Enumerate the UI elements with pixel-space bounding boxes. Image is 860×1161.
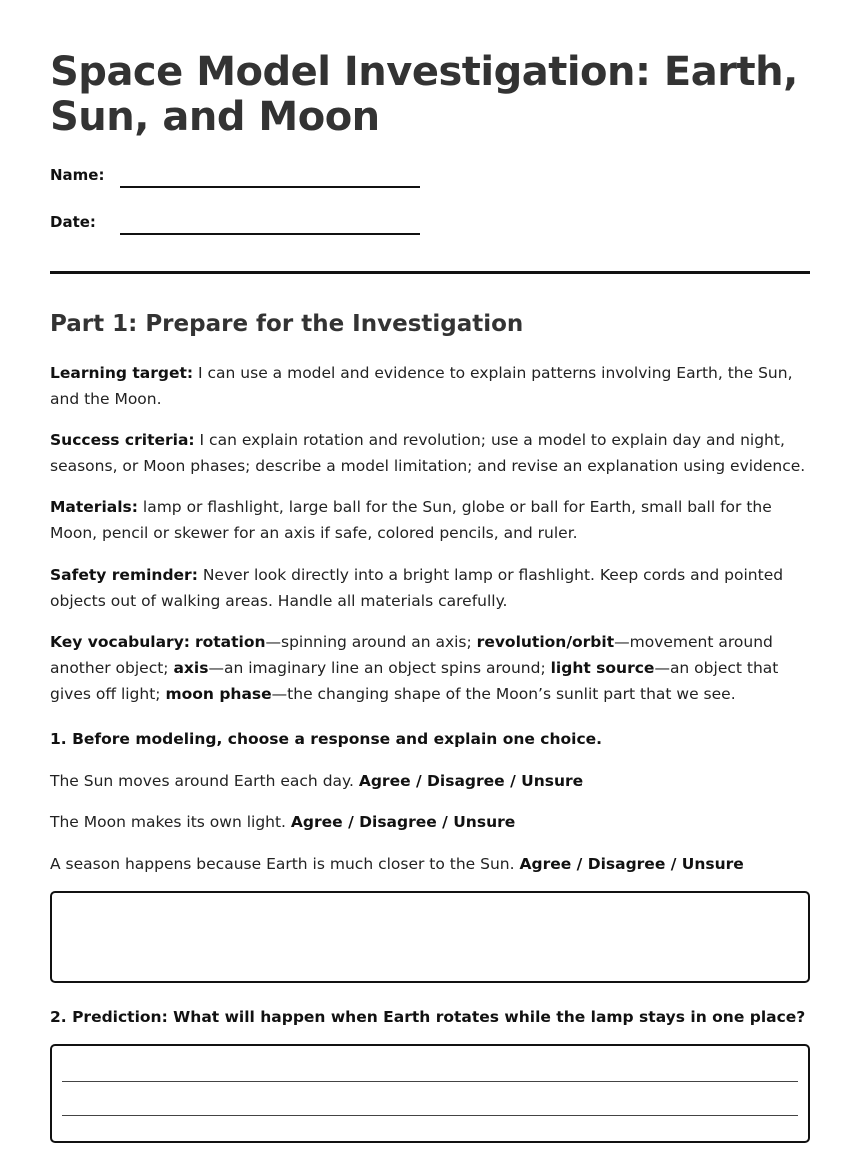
- vocab-definition: —an object that gives off light;: [50, 659, 779, 703]
- materials: [50, 494, 810, 546]
- name-field[interactable]: [120, 186, 420, 188]
- statement-3: [50, 854, 744, 874]
- vocab-term: rotation: [194, 633, 266, 651]
- statement-text: The Sun moves around Earth each day.: [50, 772, 359, 790]
- vocab-term: axis: [173, 659, 209, 677]
- vocab-definition: —spinning around an axis;: [265, 633, 477, 651]
- statement-text: A season happens because Earth is much closer to the Sun.: [50, 855, 520, 873]
- safety-reminder: [50, 562, 810, 614]
- learning-target: [50, 360, 810, 412]
- safety-reminder-text: Never look directly into a bright lamp or flashlight. Keep cords and pointed objects out of walking areas. Handle all materials carefully.: [50, 566, 784, 610]
- statement-2: [50, 812, 515, 832]
- date-label: Date:: [50, 213, 96, 231]
- success-criteria: [50, 427, 810, 479]
- vocab-label: Key vocabulary:: [50, 633, 190, 651]
- success-criteria-label: Success criteria:: [50, 431, 195, 449]
- writing-line: [62, 1081, 798, 1082]
- materials-text: lamp or flashlight, large ball for the Sun, globe or ball for Earth, small ball for the Moon, pencil or skewer for an axis if safe, colored pencils, and ruler.: [50, 498, 772, 542]
- worksheet-title: Space Model Investigation: Earth, Sun, and Moon: [50, 49, 798, 140]
- header-divider: [50, 271, 810, 274]
- question-2-prompt: 2. Prediction: What will happen when Earth rotates while the lamp stays in one place?: [50, 1008, 806, 1026]
- vocab-definition: —an imaginary line an object spins around;: [208, 659, 551, 677]
- response-options[interactable]: Agree / Disagree / Unsure: [519, 855, 744, 873]
- response-options[interactable]: Agree / Disagree / Unsure: [290, 813, 516, 831]
- part1-heading: Part 1: Prepare for the Investigation: [50, 311, 524, 337]
- key-vocabulary: [50, 629, 810, 707]
- writing-line: [62, 1115, 798, 1116]
- success-criteria-text: I can explain rotation and revolution; use a model to explain day and night, seasons, or Moon phases; describe a model limitation; and revise an explanation using evidence.: [50, 431, 806, 475]
- safety-reminder-label: Safety reminder:: [50, 566, 198, 584]
- vocab-definition: —the changing shape of the Moon’s sunlit part that we see.: [271, 685, 736, 703]
- materials-label: Materials:: [50, 498, 138, 516]
- learning-target-label: Learning target:: [50, 364, 194, 382]
- statement-text: The Moon makes its own light.: [50, 813, 291, 831]
- date-field[interactable]: [120, 233, 420, 235]
- vocab-term: light source: [550, 659, 655, 677]
- vocab-term: moon phase: [165, 685, 272, 703]
- question-2-answer-box[interactable]: [50, 1044, 810, 1143]
- statement-1: [50, 771, 583, 791]
- name-label: Name:: [50, 166, 105, 184]
- question-1-answer-box[interactable]: [50, 891, 810, 983]
- vocab-definition: —movement around another object;: [50, 633, 773, 677]
- question-1-prompt: 1. Before modeling, choose a response and explain one choice.: [50, 730, 603, 748]
- vocab-term: revolution/orbit: [476, 633, 615, 651]
- response-options[interactable]: Agree / Disagree / Unsure: [358, 772, 584, 790]
- learning-target-text: I can use a model and evidence to explain patterns involving Earth, the Sun, and the Moon.: [50, 364, 793, 408]
